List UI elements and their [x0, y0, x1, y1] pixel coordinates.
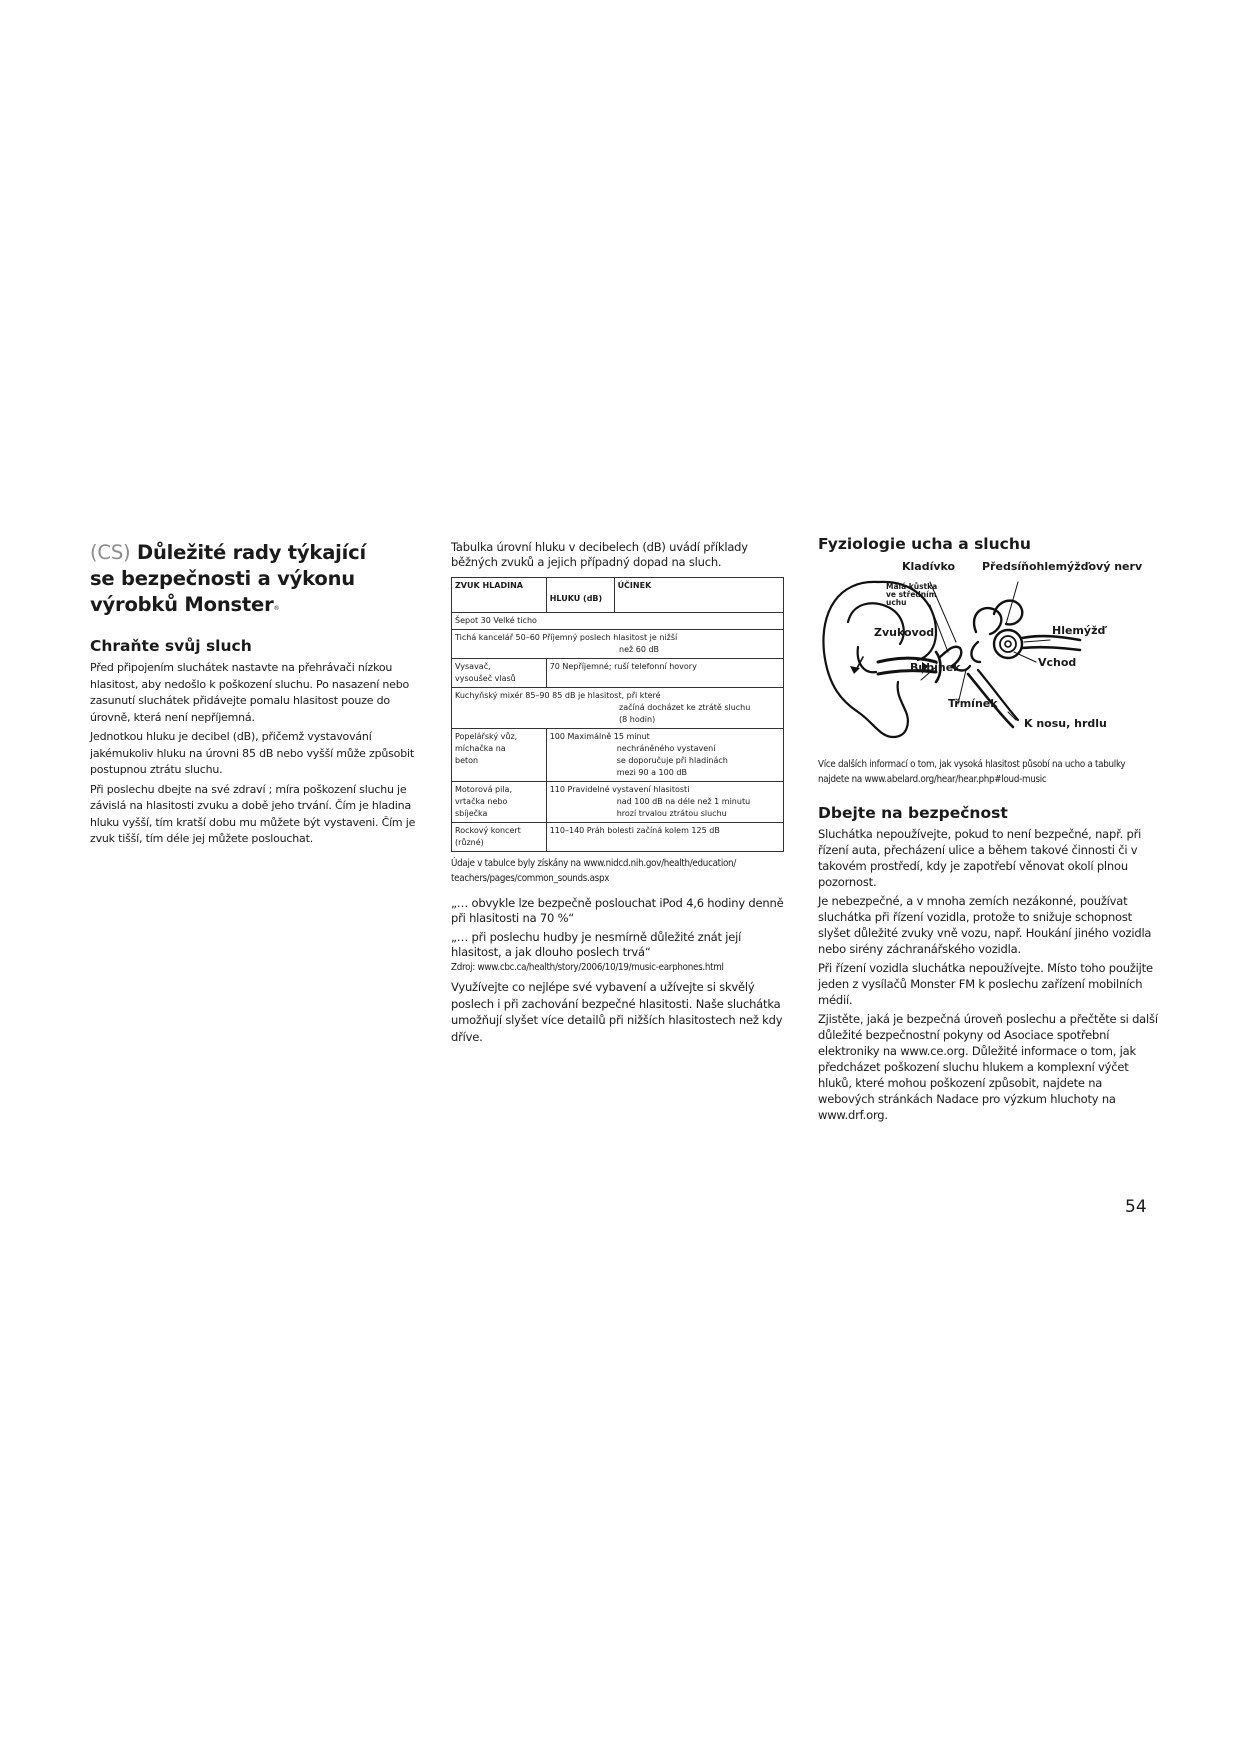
safety-paragraph-2: Je nebezpečné, a v mnoha zemích nezákonné, používat sluchátka při řízení vozidla, protože to snižuje schopnost slyšet důležité zvuky vně vozu, např. Houkání jiného vozidla nebo sirény záchranářského vozidla. [818, 894, 1152, 956]
paragraph-2: Jednotkou hluku je decibel (dB), přičemž vystavování jakémukoliv hluku na úrovni 85 dB nebo vyšší může způsobit postupnou ztrátu sluchu. [90, 730, 414, 776]
column-left [90, 540, 425, 851]
table-row [452, 823, 784, 852]
title-line-1: Důležité rady týkající [137, 541, 366, 564]
section-heading-safety: Dbejte na bezpečnost [818, 804, 1008, 822]
table-cell: Kuchyňský mixér 85–90 85 dB je hlasitost, při které začíná docházet ke ztrátě sluchu (8 hodin) [452, 688, 784, 729]
section-heading-ear: Fyziologie ucha a sluchu [818, 535, 1031, 553]
title-line-3: výrobků Monster [90, 593, 274, 616]
noise-level-table [451, 577, 784, 852]
safety-paragraph-4: Zjistěte, jaká je bezpečná úroveň poslechu a přečtěte si další důležité bezpečnostní pokyny od Asociace spotřební elektroniky na www.ce.org. Důležité informace o tom, jak předcházet poškození sluchu hlukem a komplexní výčet hluků, které mohou poškození způsobit, najdete na webových stránkách Nadace pro výzkum hluchoty na www.drf.org. [818, 1012, 1158, 1122]
table-cell: Rockový koncert (různé) [452, 823, 547, 852]
table-cell: Tichá kancelář 50–60 Příjemný poslech hlasitost je nižší než 60 dB [452, 630, 784, 659]
table-source: Údaje v tabulce byly získány na www.nidcd.nih.gov/health/education/ teachers/pages/common_sounds.aspx [451, 858, 736, 884]
table-row [452, 729, 784, 782]
quote-source: Zdroj: www.cbc.ca/health/story/2006/10/19/music-earphones.html [451, 962, 724, 973]
table-row [452, 688, 784, 729]
table-cell: 100 Maximálně 15 minut nechráněného vystavení se doporučuje při hladinách mezi 90 a 100 dB [546, 729, 783, 782]
header-sound: ZVUK HLADINA [452, 578, 547, 613]
table-row [452, 782, 784, 823]
table-row [452, 659, 784, 688]
safety-paragraph-1: Sluchátka nepoužívejte, pokud to není bezpečné, např. při řízení auta, přecházení ulice a během takové činnosti či v takovém prostředí, kdy je zapotřebí věnovat okolí plnou pozornost. [818, 827, 1142, 889]
table-cell: 110 Pravidelné vystavení hlasitosti nad 100 dB na déle než 1 minutu hrozí trvalou ztrátou sluchu [546, 782, 783, 823]
registered-mark: ® [273, 605, 280, 612]
header-db: HLUKU (dB) [546, 578, 614, 613]
column-right [818, 534, 1160, 1126]
title-line-2: se bezpečnosti a výkonu [90, 567, 355, 590]
language-code: (CS) [90, 541, 131, 564]
quote-1: „… obvykle lze bezpečně poslouchat iPod 4,6 hodiny denně při hlasitosti na 70 %“ [451, 896, 784, 925]
paragraph-3: Při poslechu dbejte na své zdraví ; míra poškození sluchu je závislá na hlasitosti zvuku a době jeho trvání. Čím je hladina hluku vyšší, tím kratší dobu mu můžete být vystaveni. Čím je zvuk tišší, tím déle jej můžete poslouchat. [90, 782, 416, 845]
page-number: 54 [1125, 1197, 1147, 1217]
label-kladivko: Kladívko [902, 560, 956, 573]
label-nos: K nosu, hrdlu [1024, 717, 1107, 730]
table-cell: 110–140 Práh bolesti začíná kolem 125 dB [546, 823, 783, 852]
quote-2: „… při poslechu hudby je nesmírně důležité znát její hlasitost, a jak dlouho poslech trvá“ [451, 930, 742, 959]
table-cell: Vysavač, vysoušeč vlasů [452, 659, 547, 688]
table-row [452, 630, 784, 659]
table-row [452, 613, 784, 630]
ear-illustration [818, 562, 1160, 747]
closing-paragraph: Využívejte co nejlépe své vybavení a užívejte si skvělý poslech i při zachování bezpečné hlasitosti. Naše sluchátka umožňují slyšet více detailů při nižších hlasitostech než kdy dříve. [451, 980, 783, 1044]
label-nerv: Předsíňohlemýžďový nerv [982, 560, 1143, 573]
table-cell: 70 Nepříjemné; ruší telefonní hovory [546, 659, 783, 688]
table-cell: Motorová pila, vrtačka nebo sbíječka [452, 782, 547, 823]
ear-diagram [818, 562, 1160, 747]
table-cell: Šepot 30 Velké ticho [452, 613, 784, 630]
page-title [90, 540, 425, 618]
table-cell: Popelářský vůz, míchačka na beton [452, 729, 547, 782]
label-trminek: Třmínek [948, 697, 998, 710]
header-effect: ÚČINEK [614, 578, 783, 613]
section-heading-hearing: Chraňte svůj sluch [90, 637, 252, 655]
label-vchod: Vchod [1038, 656, 1077, 669]
label-kustka: Malá kůstka ve středním uchu [886, 582, 938, 607]
more-info: Více dalších informací o tom, jak vysoká hlasitost působí na ucho a tabulky najdete na www.abelard.org/hear/hear.php#loud-music [818, 759, 1126, 785]
column-middle [451, 540, 791, 1045]
table-header-row [452, 578, 784, 613]
table-intro: Tabulka úrovní hluku v decibelech (dB) uvádí příklady běžných zvuků a jejich případný dopad na sluch. [451, 540, 748, 569]
label-zvukovod: Zvukovod [874, 626, 935, 639]
paragraph-1: Před připojením sluchátek nastavte na přehrávači nízkou hlasitost, aby nedošlo k poškození sluchu. Po nasazení nebo zasunutí sluchátek přidávejte pomalu hlasitost pouze do úrovně, která není nepříjemná. [90, 661, 410, 724]
label-hlemyzd: Hlemýžď [1052, 624, 1106, 637]
label-bubinek: Bubínek [910, 661, 961, 674]
safety-paragraph-3: Při řízení vozidla sluchátka nepoužívejte. Místo toho použijte jeden z vysílačů Monster FM k poslechu zařízení mobilních médií. [818, 961, 1153, 1007]
